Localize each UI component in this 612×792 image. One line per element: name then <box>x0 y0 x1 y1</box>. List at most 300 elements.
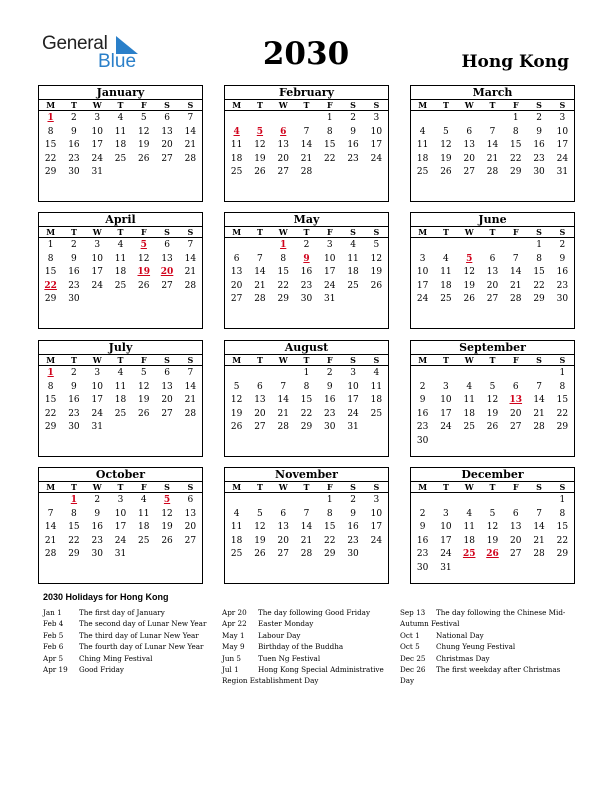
holiday-day-cell: 5 <box>466 253 473 264</box>
day-cell: 15 <box>324 522 336 533</box>
weekday-label: T <box>489 227 496 237</box>
day-cell: 3 <box>443 381 449 392</box>
day-cell: 29 <box>556 549 569 560</box>
month-july <box>38 340 203 457</box>
month-september <box>410 340 575 457</box>
day-cell: 11 <box>463 522 475 533</box>
day-cell: 18 <box>114 140 127 151</box>
day-cell: 7 <box>536 381 542 392</box>
day-cell: 24 <box>370 535 383 546</box>
day-cell: 7 <box>303 126 310 137</box>
days-grid <box>225 238 388 307</box>
day-cell: 20 <box>277 153 289 164</box>
holiday-date: Feb 6 <box>43 642 64 652</box>
day-cell: 12 <box>440 140 452 151</box>
weekday-label: M <box>46 100 56 110</box>
day-cell: 9 <box>326 381 333 392</box>
holiday-date: Dec 26 <box>400 665 426 675</box>
day-cell: 17 <box>347 395 359 406</box>
holiday-day-cell: 6 <box>280 126 287 137</box>
weekday-label: T <box>442 227 449 237</box>
day-cell: 14 <box>184 253 197 264</box>
day-cell: 7 <box>187 113 194 123</box>
day-cell: 8 <box>303 381 310 392</box>
day-cell: 20 <box>230 280 243 291</box>
day-cell: 26 <box>486 422 499 433</box>
day-cell: 2 <box>303 240 310 250</box>
day-cell: 6 <box>257 381 263 392</box>
day-cell: 20 <box>254 408 266 419</box>
day-cell: 7 <box>187 368 194 378</box>
day-cell: 14 <box>486 140 499 151</box>
holiday-entry <box>222 664 397 687</box>
country-label: Hong Kong <box>461 52 569 72</box>
holiday-entry <box>222 618 397 629</box>
day-cell: 9 <box>419 395 426 406</box>
day-cell: 23 <box>68 280 80 291</box>
day-cell: 16 <box>68 395 80 406</box>
day-cell: 6 <box>164 240 170 250</box>
holidays-column <box>222 607 397 687</box>
month-title: July <box>39 341 202 355</box>
day-cell: 2 <box>350 495 356 505</box>
weekday-label: S <box>164 355 170 365</box>
day-cell: 28 <box>277 422 289 433</box>
day-empty <box>39 494 62 508</box>
weekday-label: S <box>350 355 356 365</box>
weekday-label: S <box>187 355 194 365</box>
weekday-label: S <box>164 227 170 237</box>
day-cell: 1 <box>512 113 519 123</box>
day-cell: 8 <box>280 253 287 264</box>
day-cell: 19 <box>440 153 452 164</box>
weekday-header <box>39 100 202 111</box>
day-cell: 28 <box>184 280 197 291</box>
weekday-label: T <box>442 355 449 365</box>
day-cell: 24 <box>114 535 127 546</box>
day-cell: 16 <box>533 140 545 151</box>
day-cell: 14 <box>300 522 313 533</box>
day-cell: 15 <box>68 522 80 533</box>
day-cell: 26 <box>138 280 150 291</box>
day-cell: 24 <box>91 408 103 419</box>
day-cell: 27 <box>463 167 475 178</box>
day-cell: 23 <box>68 153 80 164</box>
day-empty <box>295 112 318 126</box>
day-cell: 22 <box>533 280 545 291</box>
weekday-label: W <box>464 482 474 492</box>
day-cell: 4 <box>233 508 240 519</box>
day-cell: 9 <box>71 381 77 392</box>
day-cell: 20 <box>161 140 173 151</box>
month-april <box>38 212 203 329</box>
day-cell: 13 <box>277 522 289 533</box>
day-cell: 26 <box>463 294 475 305</box>
month-title: March <box>411 86 574 100</box>
day-cell: 11 <box>463 395 475 406</box>
day-cell: 24 <box>440 549 452 560</box>
weekday-label: S <box>373 100 380 110</box>
day-cell: 13 <box>254 395 266 406</box>
day-empty <box>527 494 550 508</box>
weekday-label: W <box>278 100 288 110</box>
day-cell: 9 <box>419 522 426 533</box>
day-cell: 8 <box>559 508 566 519</box>
day-cell: 28 <box>184 153 197 164</box>
day-cell: 19 <box>138 140 150 151</box>
day-cell: 5 <box>443 126 449 137</box>
day-cell: 30 <box>533 167 545 178</box>
day-cell: 19 <box>138 395 150 406</box>
day-cell: 23 <box>91 535 103 546</box>
day-cell: 2 <box>71 368 77 378</box>
day-empty <box>458 112 481 126</box>
day-cell: 2 <box>559 240 566 250</box>
day-cell: 30 <box>416 562 429 573</box>
day-cell: 16 <box>416 408 429 419</box>
holiday-name: The third day of Lunar New Year <box>79 630 199 640</box>
day-cell: 23 <box>533 153 545 164</box>
day-cell: 8 <box>326 508 333 519</box>
day-cell: 7 <box>512 253 519 264</box>
day-cell: 7 <box>257 253 263 264</box>
weekday-label: M <box>46 482 56 492</box>
holidays-column <box>400 607 575 687</box>
weekday-label: S <box>187 482 194 492</box>
holiday-date: May 1 <box>222 630 245 640</box>
day-cell: 4 <box>117 368 124 378</box>
weekday-label: F <box>512 227 519 237</box>
month-august <box>224 340 389 457</box>
month-title: April <box>39 213 202 227</box>
day-cell: 10 <box>91 253 103 264</box>
day-cell: 7 <box>536 508 542 519</box>
day-cell: 3 <box>326 240 333 250</box>
days-grid <box>39 493 202 562</box>
day-cell: 20 <box>510 408 522 419</box>
page-title-year: 2030 <box>262 36 350 72</box>
day-cell: 8 <box>326 126 333 137</box>
weekday-header <box>39 227 202 238</box>
day-cell: 11 <box>416 140 429 151</box>
day-cell: 6 <box>466 126 473 137</box>
day-cell: 3 <box>419 253 426 264</box>
day-cell: 7 <box>187 240 194 250</box>
day-cell: 30 <box>347 549 359 560</box>
day-cell: 30 <box>300 294 313 305</box>
day-cell: 26 <box>138 153 150 164</box>
weekday-label: F <box>512 100 519 110</box>
day-empty <box>481 367 504 381</box>
day-empty <box>272 367 295 381</box>
day-cell: 9 <box>350 126 356 137</box>
day-cell: 18 <box>114 267 127 278</box>
day-empty <box>225 367 248 381</box>
day-cell: 25 <box>114 280 127 291</box>
day-cell: 21 <box>184 140 197 151</box>
holiday-name: The first day of January <box>79 608 165 617</box>
month-title: May <box>225 213 388 227</box>
weekday-label: S <box>536 100 542 110</box>
day-cell: 21 <box>277 408 289 419</box>
day-cell: 7 <box>47 508 54 519</box>
holiday-name: Labour Day <box>258 630 301 640</box>
day-empty <box>481 494 504 508</box>
holiday-day-cell: 4 <box>233 126 240 137</box>
holiday-name: Chung Yeung Festival <box>436 642 516 652</box>
day-cell: 24 <box>370 153 383 164</box>
holiday-entry <box>43 607 218 618</box>
day-cell: 25 <box>347 280 359 291</box>
weekday-label: M <box>46 227 56 237</box>
day-cell: 3 <box>373 113 380 123</box>
day-cell: 27 <box>161 280 173 291</box>
weekday-label: S <box>536 227 542 237</box>
holiday-entry <box>43 641 218 652</box>
day-cell: 23 <box>324 408 336 419</box>
month-january <box>38 85 203 202</box>
day-cell: 5 <box>257 508 263 519</box>
day-cell: 28 <box>184 408 197 419</box>
weekday-header <box>39 355 202 366</box>
day-cell: 9 <box>94 508 101 519</box>
day-cell: 5 <box>373 240 380 250</box>
logo-text-blue: Blue <box>98 51 137 72</box>
weekday-label: W <box>278 355 288 365</box>
day-cell: 15 <box>324 140 336 151</box>
day-cell: 22 <box>324 153 336 164</box>
day-cell: 17 <box>416 280 429 291</box>
day-cell: 12 <box>463 267 475 278</box>
day-cell: 7 <box>303 508 310 519</box>
weekday-label: S <box>350 100 356 110</box>
day-cell: 14 <box>300 140 313 151</box>
day-cell: 1 <box>303 368 310 378</box>
day-cell: 16 <box>347 140 359 151</box>
day-cell: 3 <box>443 508 449 519</box>
weekday-header <box>225 227 388 238</box>
weekday-label: S <box>373 227 380 237</box>
day-cell: 12 <box>138 253 150 264</box>
month-title: August <box>225 341 388 355</box>
month-november <box>224 467 389 584</box>
day-cell: 31 <box>347 422 359 433</box>
month-may <box>224 212 389 329</box>
holiday-entry <box>43 664 218 675</box>
day-cell: 25 <box>230 167 243 178</box>
holiday-date: Oct 5 <box>400 642 420 652</box>
weekday-label: S <box>536 482 542 492</box>
weekday-label: F <box>140 227 147 237</box>
day-cell: 4 <box>350 240 356 250</box>
weekday-label: S <box>350 227 356 237</box>
day-cell: 27 <box>161 408 173 419</box>
day-cell: 27 <box>254 422 266 433</box>
weekday-label: W <box>464 355 474 365</box>
holiday-name: Birthday of the Buddha <box>258 642 344 652</box>
day-cell: 22 <box>277 280 289 291</box>
day-cell: 13 <box>230 267 243 278</box>
day-cell: 2 <box>94 495 101 505</box>
day-cell: 17 <box>370 522 383 533</box>
weekday-label: S <box>373 355 380 365</box>
day-empty <box>434 239 457 253</box>
day-cell: 27 <box>161 153 173 164</box>
day-cell: 22 <box>556 535 569 546</box>
holiday-name: National Day <box>436 630 484 640</box>
month-june <box>410 212 575 329</box>
month-title: December <box>411 468 574 482</box>
day-cell: 30 <box>91 549 103 560</box>
day-cell: 26 <box>138 408 150 419</box>
weekday-label: M <box>232 355 242 365</box>
day-cell: 30 <box>68 167 80 178</box>
day-cell: 21 <box>510 280 522 291</box>
holiday-date: Apr 5 <box>43 653 64 663</box>
holiday-entry <box>400 653 575 664</box>
day-cell: 4 <box>419 126 426 137</box>
days-grid <box>411 238 574 307</box>
day-cell: 9 <box>71 126 77 137</box>
day-cell: 31 <box>114 549 127 560</box>
day-empty <box>248 239 271 253</box>
page-header <box>0 0 612 80</box>
holiday-entry <box>222 641 397 652</box>
day-cell: 6 <box>164 368 170 378</box>
holiday-name: The second day of Lunar New Year <box>79 619 207 629</box>
day-cell: 10 <box>556 126 569 137</box>
day-cell: 12 <box>254 140 266 151</box>
day-cell: 12 <box>486 395 499 406</box>
day-cell: 18 <box>416 153 429 164</box>
day-cell: 19 <box>486 535 499 546</box>
weekday-label: M <box>418 482 428 492</box>
day-cell: 10 <box>114 508 127 519</box>
day-cell: 29 <box>324 549 336 560</box>
day-cell: 26 <box>370 280 383 291</box>
day-cell: 16 <box>556 267 569 278</box>
weekday-label: W <box>464 100 474 110</box>
day-cell: 29 <box>510 167 522 178</box>
day-cell: 19 <box>463 280 475 291</box>
holiday-date: Feb 5 <box>43 630 64 640</box>
day-cell: 15 <box>556 522 569 533</box>
day-cell: 29 <box>277 294 289 305</box>
holiday-day-cell: 26 <box>486 549 499 560</box>
day-cell: 14 <box>533 395 545 406</box>
weekday-label: T <box>70 355 77 365</box>
day-cell: 23 <box>416 549 429 560</box>
weekday-label: T <box>442 100 449 110</box>
day-cell: 29 <box>44 167 57 178</box>
day-cell: 24 <box>347 408 359 419</box>
day-cell: 1 <box>536 240 542 250</box>
holiday-day-cell: 1 <box>47 368 54 378</box>
day-cell: 6 <box>489 253 496 264</box>
day-cell: 18 <box>347 267 359 278</box>
day-cell: 2 <box>350 113 356 123</box>
day-empty <box>504 239 527 253</box>
day-cell: 11 <box>138 508 150 519</box>
day-cell: 30 <box>556 294 569 305</box>
holiday-day-cell: 9 <box>303 253 310 264</box>
day-cell: 18 <box>138 522 150 533</box>
day-cell: 27 <box>510 422 522 433</box>
weekday-label: F <box>326 355 333 365</box>
day-cell: 26 <box>254 549 266 560</box>
day-cell: 14 <box>44 522 57 533</box>
day-cell: 18 <box>230 153 243 164</box>
day-cell: 17 <box>114 522 127 533</box>
day-cell: 8 <box>47 253 54 264</box>
day-cell: 21 <box>486 153 499 164</box>
day-cell: 16 <box>300 267 313 278</box>
day-cell: 2 <box>71 240 77 250</box>
day-cell: 29 <box>68 549 80 560</box>
day-cell: 3 <box>117 495 124 505</box>
weekday-label: T <box>256 482 263 492</box>
day-cell: 17 <box>370 140 383 151</box>
weekday-label: W <box>92 100 102 110</box>
weekday-label: M <box>232 482 242 492</box>
weekday-label: S <box>559 355 566 365</box>
month-title: June <box>411 213 574 227</box>
day-cell: 21 <box>184 267 197 278</box>
day-cell: 29 <box>556 422 569 433</box>
holiday-name: Tuen Ng Festival <box>258 653 321 663</box>
holiday-date: May 9 <box>222 642 245 652</box>
day-cell: 2 <box>71 113 77 123</box>
weekday-label: F <box>140 355 147 365</box>
day-cell: 23 <box>556 280 569 291</box>
day-cell: 12 <box>230 395 243 406</box>
day-cell: 19 <box>486 408 499 419</box>
day-cell: 15 <box>300 395 313 406</box>
holiday-day-cell: 5 <box>140 240 147 250</box>
day-cell: 14 <box>254 267 266 278</box>
day-cell: 25 <box>114 153 127 164</box>
day-cell: 20 <box>510 535 522 546</box>
weekday-label: M <box>418 227 428 237</box>
day-cell: 5 <box>140 368 147 378</box>
day-cell: 22 <box>324 535 336 546</box>
day-cell: 23 <box>416 422 429 433</box>
holiday-date: Jul 1 <box>222 665 239 675</box>
holiday-entry <box>400 630 575 641</box>
day-cell: 19 <box>254 153 266 164</box>
weekday-label: M <box>418 355 428 365</box>
day-cell: 16 <box>91 522 103 533</box>
days-grid <box>411 366 574 449</box>
day-cell: 20 <box>277 535 289 546</box>
day-empty <box>527 367 550 381</box>
holiday-entry <box>222 630 397 641</box>
day-cell: 25 <box>230 549 243 560</box>
holiday-name: Hong Kong Special Administrative Region Establishment Day <box>222 665 384 686</box>
day-cell: 10 <box>370 126 383 137</box>
day-cell: 1 <box>559 495 566 505</box>
day-cell: 28 <box>533 422 545 433</box>
holiday-day-cell: 22 <box>44 280 57 291</box>
day-cell: 13 <box>161 253 173 264</box>
day-cell: 10 <box>347 381 359 392</box>
month-title: November <box>225 468 388 482</box>
day-cell: 15 <box>556 395 569 406</box>
holiday-date: Jun 5 <box>222 653 241 663</box>
holiday-day-cell: 25 <box>462 549 476 560</box>
day-empty <box>248 367 271 381</box>
day-cell: 15 <box>510 140 522 151</box>
